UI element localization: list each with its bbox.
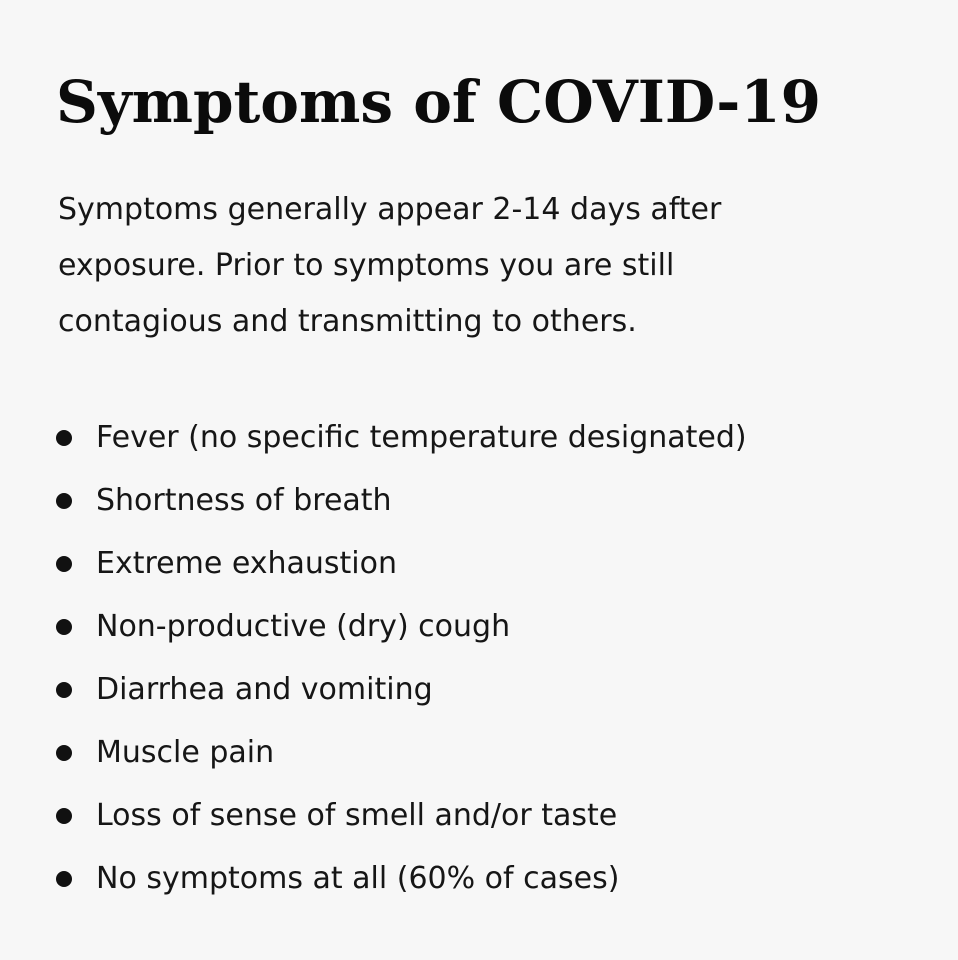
symptom-label: Non-productive (dry) cough [96, 609, 511, 644]
bullet-icon [56, 556, 72, 572]
symptom-label: Loss of sense of smell and/or taste [96, 798, 618, 833]
bullet-icon [56, 430, 72, 446]
symptom-label: Extreme exhaustion [96, 546, 398, 581]
bullet-icon [56, 745, 72, 761]
bullet-icon [56, 871, 72, 887]
bullet-icon [56, 808, 72, 824]
list-item [56, 406, 902, 469]
bullet-icon [56, 619, 72, 635]
page-title: Symptoms of COVID-19 [56, 68, 821, 136]
list-item [56, 847, 902, 910]
symptom-label: Diarrhea and vomiting [96, 672, 433, 707]
symptom-list [56, 406, 902, 910]
list-item [56, 532, 902, 595]
symptom-label: Shortness of breath [96, 483, 392, 518]
intro-paragraph: Symptoms generally appear 2-14 days after exposure. Prior to symptoms you are still contagious and transmitting to others. [58, 192, 722, 339]
list-item [56, 595, 902, 658]
list-item [56, 658, 902, 721]
bullet-icon [56, 682, 72, 698]
bullet-icon [56, 493, 72, 509]
list-item [56, 784, 902, 847]
list-item [56, 469, 902, 532]
list-item [56, 721, 902, 784]
symptom-label: Fever (no specific temperature designated) [96, 420, 747, 455]
symptom-label: No symptoms at all (60% of cases) [96, 861, 620, 896]
symptom-label: Muscle pain [96, 735, 275, 770]
